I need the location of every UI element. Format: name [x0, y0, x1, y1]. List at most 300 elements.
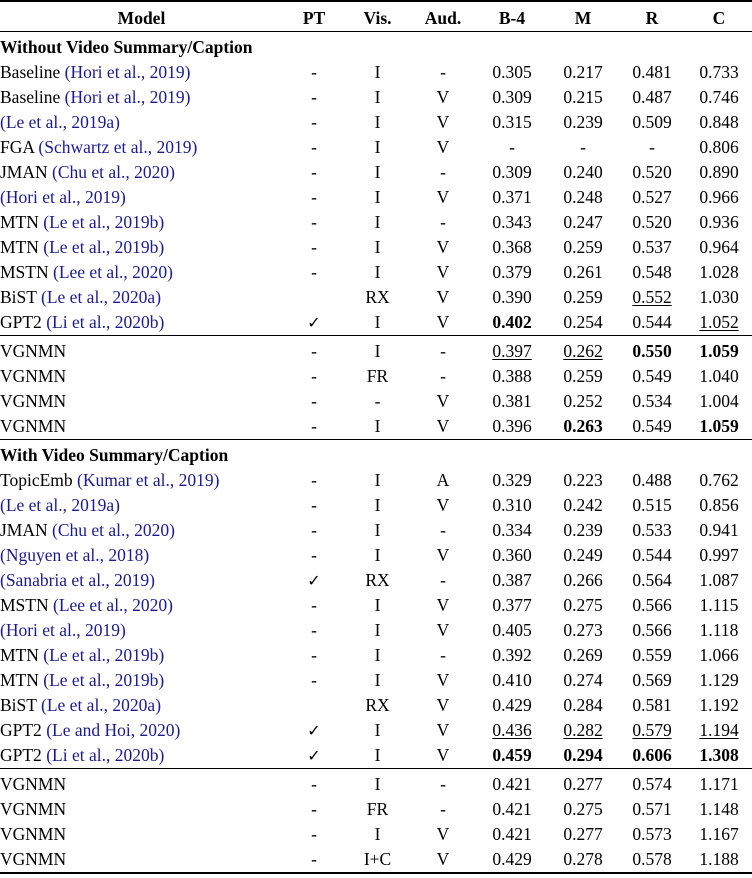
cell-b4 [476, 668, 548, 693]
dash-marker: - [311, 365, 317, 386]
dash-marker: - [311, 823, 317, 844]
cell-aud [410, 60, 476, 85]
value: 0.277 [563, 773, 603, 794]
cell-aud [410, 493, 476, 518]
value: V [436, 594, 450, 615]
cell-m [548, 543, 618, 568]
cell-pt [283, 568, 345, 593]
value: 0.259 [563, 236, 603, 257]
model-name: VGNMN [0, 340, 67, 361]
cell-r [618, 568, 686, 593]
cell-aud [410, 797, 476, 822]
cell-pt [283, 718, 345, 743]
value: V [436, 286, 450, 307]
best-value: 0.550 [632, 340, 672, 361]
cell-r [618, 135, 686, 160]
value: 0.215 [563, 86, 603, 107]
table-row [0, 543, 752, 568]
cell-b4 [476, 643, 548, 668]
value: 1.171 [699, 773, 739, 794]
dash-marker: - [311, 236, 317, 257]
cell-pt [283, 772, 345, 797]
citation-link[interactable]: (Schwartz et al., 2019) [38, 136, 198, 157]
cell-pt [283, 135, 345, 160]
table-row [0, 468, 752, 493]
value: V [436, 719, 450, 740]
value: 0.275 [563, 798, 603, 819]
cell-b4 [476, 518, 548, 543]
cell-m [548, 797, 618, 822]
cell-model [0, 797, 283, 822]
value: 0.564 [632, 569, 672, 590]
citation-link[interactable]: (Le et al., 2019b) [43, 669, 165, 690]
cell-c [686, 668, 752, 693]
cell-b4 [476, 414, 548, 440]
cell-c [686, 414, 752, 440]
column-header-model: Model [117, 7, 166, 28]
cell-b4 [476, 160, 548, 185]
column-header-pt: PT [302, 7, 326, 28]
value: V [436, 494, 450, 515]
dash-marker: - [440, 340, 446, 361]
model-name: MSTN [0, 594, 53, 615]
value: 0.533 [632, 519, 672, 540]
value: I [374, 415, 381, 436]
cell-vis [345, 235, 410, 260]
cell-model [0, 389, 283, 414]
value: I [374, 61, 381, 82]
cell-aud [410, 468, 476, 493]
cell-vis [345, 822, 410, 847]
cell-c [686, 822, 752, 847]
citation-link[interactable]: (Nguyen et al., 2018) [0, 544, 150, 565]
cell-vis [345, 185, 410, 210]
citation-link[interactable]: (Le et al., 2020a) [41, 286, 162, 307]
value: FR [366, 798, 389, 819]
table-row [0, 643, 752, 668]
citation-link[interactable]: (Hori et al., 2019) [64, 86, 191, 107]
cell-model [0, 339, 283, 364]
value: 0.223 [563, 469, 603, 490]
table-row [0, 718, 752, 743]
value: 0.334 [492, 519, 532, 540]
citation-link[interactable]: (Le et al., 2019b) [43, 236, 165, 257]
cell-pt [283, 210, 345, 235]
value: 0.421 [492, 823, 532, 844]
value: 0.733 [699, 61, 739, 82]
check-icon: ✓ [307, 722, 321, 740]
cell-c [686, 518, 752, 543]
value: 0.481 [632, 61, 672, 82]
cell-model [0, 593, 283, 618]
cell-c [686, 160, 752, 185]
citation-link[interactable]: (Hori et al., 2019) [64, 61, 191, 82]
second-best-value: 0.552 [632, 286, 672, 307]
citation-link[interactable]: (Le et al., 2019b) [43, 211, 165, 232]
value: 0.239 [563, 111, 603, 132]
model-name: GPT2 [0, 744, 47, 765]
cell-c [686, 618, 752, 643]
value: I [374, 469, 381, 490]
value: V [436, 848, 450, 869]
table-row [0, 185, 752, 210]
value: 0.569 [632, 669, 672, 690]
cell-pt [283, 60, 345, 85]
value: 1.004 [699, 390, 739, 411]
cell-b4 [476, 493, 548, 518]
cell-m [548, 847, 618, 873]
table-row [0, 110, 752, 135]
best-value: 0.606 [632, 744, 672, 765]
cell-m [548, 110, 618, 135]
cell-m [548, 518, 618, 543]
cell-b4 [476, 110, 548, 135]
table-header-row [0, 6, 752, 32]
value: V [436, 236, 450, 257]
citation-link[interactable]: (Le et al., 2020a) [41, 694, 162, 715]
cell-c [686, 468, 752, 493]
value: V [436, 390, 450, 411]
dash-marker: - [311, 186, 317, 207]
value: - [649, 136, 655, 157]
cell-pt [283, 493, 345, 518]
cell-r [618, 235, 686, 260]
citation-link[interactable]: (Kumar et al., 2019) [77, 469, 220, 490]
cell-pt [283, 414, 345, 440]
cell-aud [410, 285, 476, 310]
cell-b4 [476, 60, 548, 85]
cell-c [686, 310, 752, 336]
value: I [374, 544, 381, 565]
value: 1.192 [699, 694, 739, 715]
value: 0.252 [563, 390, 603, 411]
citation-link[interactable]: (Lee et al., 2020) [53, 594, 174, 615]
second-best-value: 1.052 [699, 311, 739, 332]
dash-marker: - [311, 390, 317, 411]
value: 0.559 [632, 644, 672, 665]
value: 0.392 [492, 644, 532, 665]
citation-link[interactable]: (Le and Hoi, 2020) [46, 719, 181, 740]
value: V [436, 823, 450, 844]
model-name: JMAN [0, 519, 53, 540]
cell-model [0, 493, 283, 518]
dash-marker: - [311, 136, 317, 157]
value: 0.997 [699, 544, 739, 565]
cell-pt [283, 643, 345, 668]
citation-link[interactable]: (Hori et al., 2019) [0, 619, 126, 640]
cell-model [0, 847, 283, 873]
cell-pt [283, 468, 345, 493]
value: - [509, 136, 515, 157]
model-name: MSTN [0, 261, 53, 282]
cell-c [686, 260, 752, 285]
section-heading-row [0, 35, 752, 60]
value: 0.242 [563, 494, 603, 515]
value: 0.368 [492, 236, 532, 257]
value: I [374, 236, 381, 257]
value: I [374, 494, 381, 515]
value: 0.261 [563, 261, 603, 282]
value: 0.549 [632, 365, 672, 386]
cell-c [686, 568, 752, 593]
best-value: 0.294 [563, 744, 603, 765]
value: 0.259 [563, 286, 603, 307]
cell-b4 [476, 339, 548, 364]
model-name: BiST [0, 694, 42, 715]
cell-m [548, 135, 618, 160]
table-row [0, 285, 752, 310]
column-header-c: C [712, 7, 726, 28]
value: 1.087 [699, 569, 739, 590]
table-row [0, 618, 752, 643]
rule-bottom [0, 873, 752, 878]
citation-link[interactable]: (Chu et al., 2020) [52, 161, 175, 182]
value: I [374, 519, 381, 540]
value: 0.379 [492, 261, 532, 282]
cell-b4 [476, 568, 548, 593]
value: 0.429 [492, 848, 532, 869]
cell-m [548, 85, 618, 110]
cell-m [548, 414, 618, 440]
citation-link[interactable]: (Le et al., 2019b) [43, 644, 165, 665]
citation-link[interactable]: (Li et al., 2020b) [46, 744, 165, 765]
cell-b4 [476, 693, 548, 718]
cell-model [0, 643, 283, 668]
table-row [0, 60, 752, 85]
cell-model [0, 772, 283, 797]
cell-m [548, 160, 618, 185]
cell-m [548, 364, 618, 389]
dash-marker: - [311, 469, 317, 490]
cell-model [0, 693, 283, 718]
cell-c [686, 60, 752, 85]
table-row [0, 668, 752, 693]
value: 0.936 [699, 211, 739, 232]
cell-c [686, 285, 752, 310]
cell-r [618, 339, 686, 364]
value: 0.487 [632, 86, 672, 107]
cell-c [686, 185, 752, 210]
value: 0.890 [699, 161, 739, 182]
cell-aud [410, 772, 476, 797]
value: 0.278 [563, 848, 603, 869]
cell-r [618, 60, 686, 85]
value: 0.537 [632, 236, 672, 257]
value: 0.848 [699, 111, 739, 132]
cell-m [548, 310, 618, 336]
second-best-value: 0.579 [632, 719, 672, 740]
cell-b4 [476, 618, 548, 643]
cell-pt [283, 85, 345, 110]
cell-pt [283, 668, 345, 693]
second-best-value: 1.194 [699, 719, 739, 740]
value: 0.573 [632, 823, 672, 844]
table-row [0, 822, 752, 847]
citation-link[interactable]: (Sanabria et al., 2019) [0, 569, 156, 590]
cell-vis [345, 339, 410, 364]
cell-model [0, 85, 283, 110]
cell-model [0, 135, 283, 160]
value: 1.129 [699, 669, 739, 690]
value: 0.377 [492, 594, 532, 615]
citation-link[interactable]: (Lee et al., 2020) [53, 261, 174, 282]
cell-r [618, 285, 686, 310]
value: V [436, 311, 450, 332]
model-name: VGNMN [0, 415, 67, 436]
value: V [436, 261, 450, 282]
value: 0.277 [563, 823, 603, 844]
cell-model [0, 60, 283, 85]
cell-aud [410, 743, 476, 769]
value: 0.566 [632, 594, 672, 615]
cell-aud [410, 718, 476, 743]
cell-r [618, 643, 686, 668]
cell-r [618, 743, 686, 769]
cell-b4 [476, 310, 548, 336]
cell-model [0, 468, 283, 493]
cell-b4 [476, 135, 548, 160]
cell-pt [283, 797, 345, 822]
cell-r [618, 389, 686, 414]
cell-aud [410, 235, 476, 260]
cell-b4 [476, 543, 548, 568]
cell-vis [345, 668, 410, 693]
value: - [580, 136, 586, 157]
dash-marker: - [440, 161, 446, 182]
cell-model [0, 518, 283, 543]
cell-vis [345, 468, 410, 493]
value: 1.115 [699, 594, 739, 615]
cell-b4 [476, 85, 548, 110]
cell-r [618, 468, 686, 493]
cell-b4 [476, 593, 548, 618]
model-name: VGNMN [0, 390, 67, 411]
value: 0.544 [632, 311, 672, 332]
value: 0.941 [699, 519, 739, 540]
value: I [374, 719, 381, 740]
citation-link[interactable]: (Li et al., 2020b) [46, 311, 165, 332]
value: I [374, 823, 381, 844]
cell-vis [345, 568, 410, 593]
cell-vis [345, 543, 410, 568]
value: I [374, 744, 381, 765]
table-row [0, 772, 752, 797]
value: V [436, 544, 450, 565]
value: 0.581 [632, 694, 672, 715]
value: RX [365, 286, 390, 307]
cell-vis [345, 718, 410, 743]
value: 0.275 [563, 594, 603, 615]
value: 0.360 [492, 544, 532, 565]
cell-m [548, 568, 618, 593]
cell-m [548, 693, 618, 718]
cell-c [686, 339, 752, 364]
cell-r [618, 797, 686, 822]
dash-marker: - [440, 61, 446, 82]
value: 0.343 [492, 211, 532, 232]
table-row [0, 339, 752, 364]
cell-model [0, 568, 283, 593]
cell-b4 [476, 260, 548, 285]
cell-r [618, 693, 686, 718]
cell-c [686, 772, 752, 797]
cell-pt [283, 693, 345, 718]
dash-marker: - [311, 619, 317, 640]
check-icon: ✓ [307, 314, 321, 332]
value: RX [365, 694, 390, 715]
model-name: VGNMN [0, 773, 67, 794]
cell-vis [345, 210, 410, 235]
model-name: Baseline [0, 86, 65, 107]
citation-link[interactable]: (Le et al., 2019a) [0, 494, 121, 515]
dash-marker: - [311, 86, 317, 107]
model-name: MTN [0, 236, 44, 257]
cell-b4 [476, 364, 548, 389]
value: FR [366, 365, 389, 386]
value: V [436, 415, 450, 436]
cell-aud [410, 260, 476, 285]
cell-aud [410, 310, 476, 336]
cell-m [548, 772, 618, 797]
cell-aud [410, 822, 476, 847]
value: V [436, 694, 450, 715]
table-row [0, 160, 752, 185]
cell-c [686, 389, 752, 414]
table-row [0, 847, 752, 873]
dash-marker: - [440, 365, 446, 386]
value: 0.806 [699, 136, 739, 157]
cell-pt [283, 847, 345, 873]
cell-aud [410, 543, 476, 568]
model-name: FGA [0, 136, 39, 157]
cell-r [618, 772, 686, 797]
best-value: 0.402 [492, 311, 532, 332]
cell-aud [410, 693, 476, 718]
value: 0.527 [632, 186, 672, 207]
cell-m [548, 260, 618, 285]
model-name: GPT2 [0, 719, 47, 740]
cell-pt [283, 593, 345, 618]
value: 0.966 [699, 186, 739, 207]
table-row [0, 364, 752, 389]
value: 0.239 [563, 519, 603, 540]
dash-marker: - [440, 211, 446, 232]
citation-link[interactable]: (Chu et al., 2020) [52, 519, 175, 540]
value: 0.381 [492, 390, 532, 411]
value: 0.309 [492, 161, 532, 182]
section-heading: Without Video Summary/Caption [0, 36, 253, 57]
cell-m [548, 743, 618, 769]
citation-link[interactable]: (Hori et al., 2019) [0, 186, 126, 207]
dash-marker: - [311, 261, 317, 282]
value: V [436, 111, 450, 132]
cell-r [618, 668, 686, 693]
cell-model [0, 718, 283, 743]
dash-marker: - [311, 340, 317, 361]
cell-aud [410, 414, 476, 440]
best-value: 0.263 [563, 415, 603, 436]
table-row [0, 135, 752, 160]
cell-aud [410, 668, 476, 693]
table-row [0, 260, 752, 285]
value: 0.429 [492, 694, 532, 715]
cell-r [618, 185, 686, 210]
citation-link[interactable]: (Le et al., 2019a) [0, 111, 121, 132]
cell-vis [345, 260, 410, 285]
value: 0.549 [632, 415, 672, 436]
value: 0.274 [563, 669, 603, 690]
cell-b4 [476, 235, 548, 260]
